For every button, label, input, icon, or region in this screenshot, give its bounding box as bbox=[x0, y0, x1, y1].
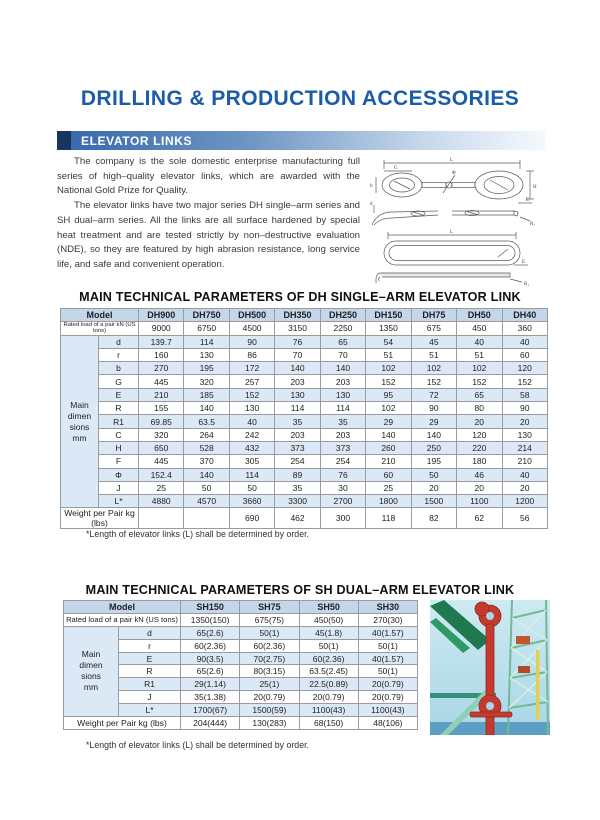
value-cell: 180 bbox=[457, 455, 502, 468]
rated-load-label-cell: Rated load of a pair kN (US tons) bbox=[64, 613, 181, 626]
value-cell: 130 bbox=[275, 388, 320, 401]
value-cell: 1350 bbox=[366, 322, 411, 335]
param-name-cell: L* bbox=[119, 704, 181, 717]
value-cell: 9000 bbox=[139, 322, 184, 335]
value-cell: 20(0.79) bbox=[358, 691, 417, 704]
value-cell: 35 bbox=[275, 415, 320, 428]
param-row bbox=[61, 348, 548, 361]
value-cell: 690 bbox=[229, 508, 274, 529]
dh-parameters-table bbox=[60, 308, 548, 529]
value-cell: 48(106) bbox=[358, 717, 417, 730]
value-cell: 20(0.79) bbox=[240, 691, 299, 704]
value-cell: 40(1.57) bbox=[358, 626, 417, 639]
param-row bbox=[61, 455, 548, 468]
value-cell: 50(1) bbox=[240, 626, 299, 639]
value-cell: 65 bbox=[320, 335, 365, 348]
model-cell: SH50 bbox=[299, 601, 358, 614]
value-cell: 130 bbox=[229, 402, 274, 415]
param-name-cell: b bbox=[99, 362, 139, 375]
value-cell: 29 bbox=[366, 415, 411, 428]
value-cell: 90 bbox=[229, 335, 274, 348]
value-cell: 20 bbox=[457, 481, 502, 494]
value-cell: 40 bbox=[457, 335, 502, 348]
value-cell: 320 bbox=[184, 375, 229, 388]
param-name-cell: r bbox=[99, 348, 139, 361]
param-name-cell: R1 bbox=[119, 678, 181, 691]
group-label-cell: Main dimen sions mm bbox=[64, 626, 119, 716]
value-cell: 300 bbox=[320, 508, 365, 529]
param-name-cell: J bbox=[119, 691, 181, 704]
value-cell: 210 bbox=[502, 455, 548, 468]
value-cell: 4570 bbox=[184, 495, 229, 508]
value-cell: 114 bbox=[275, 402, 320, 415]
value-cell: 102 bbox=[366, 402, 411, 415]
value-cell: 1200 bbox=[502, 495, 548, 508]
value-cell: 203 bbox=[275, 375, 320, 388]
technical-drawing bbox=[360, 155, 548, 287]
value-cell: 58 bbox=[502, 388, 548, 401]
value-cell: 76 bbox=[275, 335, 320, 348]
value-cell: 50 bbox=[411, 468, 456, 481]
value-cell: 675(75) bbox=[240, 613, 299, 626]
param-name-cell: E bbox=[99, 388, 139, 401]
value-cell: 185 bbox=[184, 388, 229, 401]
value-cell: 1100(43) bbox=[358, 704, 417, 717]
intro-paragraph-1: The company is the sole domestic enterprise manufacturing full series of high–quality elevator links, which are awarded with the National Gold Prize for Quality. bbox=[57, 156, 360, 197]
value-cell: 203 bbox=[275, 428, 320, 441]
value-cell: 29 bbox=[411, 415, 456, 428]
model-cell: DH900 bbox=[139, 309, 184, 322]
value-cell: 2250 bbox=[320, 322, 365, 335]
rig-photo bbox=[430, 600, 550, 735]
value-cell: 1100(43) bbox=[299, 704, 358, 717]
value-cell: 305 bbox=[229, 455, 274, 468]
rated-load-label-cell: Rated load of a pair kN (US tons) bbox=[61, 322, 139, 335]
param-row bbox=[61, 335, 548, 348]
value-cell: 140 bbox=[184, 402, 229, 415]
value-cell: 373 bbox=[275, 441, 320, 454]
group-label-cell: Main dimen sions mm bbox=[61, 335, 99, 508]
model-cell: SH75 bbox=[240, 601, 299, 614]
value-cell: 140 bbox=[366, 428, 411, 441]
value-cell: 68(150) bbox=[299, 717, 358, 730]
value-cell: 80(3.15) bbox=[240, 665, 299, 678]
svg-text:L: L bbox=[450, 230, 454, 235]
section-title: ELEVATOR LINKS bbox=[81, 133, 193, 148]
value-cell: 360 bbox=[502, 322, 548, 335]
rated-load-row bbox=[64, 613, 418, 626]
value-cell: 260 bbox=[366, 441, 411, 454]
weight-label-cell: Weight per Pair kg (lbs) bbox=[61, 508, 139, 529]
value-cell: 70 bbox=[275, 348, 320, 361]
value-cell: 3150 bbox=[275, 322, 320, 335]
model-cell: DH50 bbox=[457, 309, 502, 322]
value-cell: 45 bbox=[411, 335, 456, 348]
param-name-cell: Φ bbox=[99, 468, 139, 481]
dh-table-footnote: *Length of elevator links (L) shall be determined by order. bbox=[86, 529, 309, 539]
value-cell: 65 bbox=[457, 388, 502, 401]
value-cell: 140 bbox=[411, 428, 456, 441]
model-header-row bbox=[61, 309, 548, 322]
value-cell: 210 bbox=[366, 455, 411, 468]
weight-label-cell: Weight per Pair kg (lbs) bbox=[64, 717, 181, 730]
value-cell: 3300 bbox=[275, 495, 320, 508]
param-row bbox=[61, 468, 548, 481]
value-cell: 160 bbox=[139, 348, 184, 361]
model-label-cell: Model bbox=[61, 309, 139, 322]
value-cell: 270(30) bbox=[358, 613, 417, 626]
param-name-cell: L* bbox=[99, 495, 139, 508]
value-cell: 50(1) bbox=[299, 639, 358, 652]
param-row bbox=[64, 626, 418, 639]
value-cell: 20 bbox=[457, 415, 502, 428]
param-name-cell: G bbox=[99, 375, 139, 388]
value-cell: 1350(150) bbox=[181, 613, 240, 626]
value-cell: 445 bbox=[139, 455, 184, 468]
value-cell: 254 bbox=[275, 455, 320, 468]
intro-section bbox=[57, 155, 548, 287]
model-cell: DH40 bbox=[502, 309, 548, 322]
rig-photo-image bbox=[430, 600, 550, 735]
weight-row bbox=[64, 717, 418, 730]
value-cell: 63.5(2.45) bbox=[299, 665, 358, 678]
param-name-cell: R bbox=[99, 402, 139, 415]
value-cell: 60 bbox=[502, 348, 548, 361]
param-row bbox=[61, 388, 548, 401]
value-cell: 462 bbox=[275, 508, 320, 529]
value-cell: 445 bbox=[139, 375, 184, 388]
param-name-cell: F bbox=[99, 455, 139, 468]
value-cell: 40 bbox=[502, 335, 548, 348]
value-cell: 4500 bbox=[229, 322, 274, 335]
value-cell: 250 bbox=[411, 441, 456, 454]
value-cell: 102 bbox=[411, 362, 456, 375]
value-cell: 139.7 bbox=[139, 335, 184, 348]
value-cell: 63.5 bbox=[184, 415, 229, 428]
model-cell: DH500 bbox=[229, 309, 274, 322]
elevator-link-diagram bbox=[360, 155, 548, 287]
value-cell: 3660 bbox=[229, 495, 274, 508]
value-cell: 1500(59) bbox=[240, 704, 299, 717]
value-cell: 6750 bbox=[184, 322, 229, 335]
value-cell: 130 bbox=[502, 428, 548, 441]
svg-text:E: E bbox=[526, 198, 530, 203]
weight-row bbox=[61, 508, 548, 529]
value-cell: 40 bbox=[502, 468, 548, 481]
value-cell: 20(0.79) bbox=[299, 691, 358, 704]
param-row bbox=[61, 362, 548, 375]
param-row bbox=[61, 402, 548, 415]
value-cell: 114 bbox=[320, 402, 365, 415]
svg-text:Φ: Φ bbox=[452, 171, 456, 176]
value-cell: 130(283) bbox=[240, 717, 299, 730]
value-cell: 65(2.6) bbox=[181, 665, 240, 678]
value-cell: 65(2.6) bbox=[181, 626, 240, 639]
value-cell: 89 bbox=[275, 468, 320, 481]
svg-text:H: H bbox=[533, 185, 537, 190]
value-cell: 90(3.5) bbox=[181, 652, 240, 665]
value-cell: 204(444) bbox=[181, 717, 240, 730]
value-cell: 203 bbox=[320, 428, 365, 441]
value-cell: 450 bbox=[457, 322, 502, 335]
value-cell: 50 bbox=[184, 481, 229, 494]
sh-parameters-table bbox=[63, 600, 418, 730]
value-cell: 80 bbox=[457, 402, 502, 415]
value-cell: 130 bbox=[320, 388, 365, 401]
value-cell: 528 bbox=[184, 441, 229, 454]
dh-table-title: MAIN TECHNICAL PARAMETERS OF DH SINGLE–ARM ELEVATOR LINK bbox=[79, 290, 521, 304]
value-cell: 450(50) bbox=[299, 613, 358, 626]
value-cell: 373 bbox=[320, 441, 365, 454]
value-cell: 195 bbox=[184, 362, 229, 375]
value-cell: 432 bbox=[229, 441, 274, 454]
value-cell: 40(1.57) bbox=[358, 652, 417, 665]
value-cell: 20 bbox=[411, 481, 456, 494]
value-cell: 30 bbox=[320, 481, 365, 494]
value-cell: 50(1) bbox=[358, 665, 417, 678]
value-cell: 50(1) bbox=[358, 639, 417, 652]
value-cell: 650 bbox=[139, 441, 184, 454]
value-cell: 45(1.8) bbox=[299, 626, 358, 639]
value-cell: 82 bbox=[411, 508, 456, 529]
value-cell: 254 bbox=[320, 455, 365, 468]
value-cell: 120 bbox=[457, 428, 502, 441]
model-cell: DH150 bbox=[366, 309, 411, 322]
value-cell: 20(0.79) bbox=[358, 678, 417, 691]
model-label-cell: Model bbox=[64, 601, 181, 614]
value-cell: 152 bbox=[411, 375, 456, 388]
param-name-cell: R1 bbox=[99, 415, 139, 428]
section-header-bar bbox=[71, 131, 545, 150]
value-cell: 120 bbox=[502, 362, 548, 375]
value-cell: 214 bbox=[502, 441, 548, 454]
value-cell: 35 bbox=[320, 415, 365, 428]
sh-table-title: MAIN TECHNICAL PARAMETERS OF SH DUAL–ARM ELEVATOR LINK bbox=[85, 583, 515, 597]
value-cell: 118 bbox=[366, 508, 411, 529]
model-cell: DH350 bbox=[275, 309, 320, 322]
param-row bbox=[61, 375, 548, 388]
value-cell: 264 bbox=[184, 428, 229, 441]
model-cell: DH750 bbox=[184, 309, 229, 322]
section-header bbox=[57, 131, 545, 150]
param-name-cell: H bbox=[99, 441, 139, 454]
svg-text:G: G bbox=[394, 166, 398, 171]
model-cell: DH75 bbox=[411, 309, 456, 322]
value-cell: 114 bbox=[229, 468, 274, 481]
value-cell: 20 bbox=[502, 415, 548, 428]
value-cell: 195 bbox=[411, 455, 456, 468]
value-cell: 4880 bbox=[139, 495, 184, 508]
value-cell: 35 bbox=[275, 481, 320, 494]
svg-text:L: L bbox=[450, 158, 454, 163]
param-name-cell: r bbox=[119, 639, 181, 652]
value-cell: 95 bbox=[366, 388, 411, 401]
param-name-cell: d bbox=[119, 626, 181, 639]
model-header-row bbox=[64, 601, 418, 614]
page-title: DRILLING & PRODUCTION ACCESSORIES bbox=[80, 87, 520, 110]
value-cell: 1700(67) bbox=[181, 704, 240, 717]
value-cell: 140 bbox=[320, 362, 365, 375]
param-row bbox=[61, 441, 548, 454]
value-cell: 210 bbox=[139, 388, 184, 401]
value-cell: 56 bbox=[502, 508, 548, 529]
value-cell: 60(2.36) bbox=[299, 652, 358, 665]
value-cell: 90 bbox=[411, 402, 456, 415]
value-cell: 46 bbox=[457, 468, 502, 481]
model-cell: DH250 bbox=[320, 309, 365, 322]
value-cell: 25 bbox=[139, 481, 184, 494]
value-cell: 172 bbox=[229, 362, 274, 375]
model-cell: SH30 bbox=[358, 601, 417, 614]
param-name-cell: R bbox=[119, 665, 181, 678]
value-cell: 25 bbox=[366, 481, 411, 494]
value-cell: 60(2.36) bbox=[240, 639, 299, 652]
value-cell: 242 bbox=[229, 428, 274, 441]
value-cell: 102 bbox=[366, 362, 411, 375]
value-cell: 60(2.36) bbox=[181, 639, 240, 652]
value-cell: 130 bbox=[184, 348, 229, 361]
svg-text:R₁: R₁ bbox=[524, 282, 530, 287]
value-cell: 22.5(0.89) bbox=[299, 678, 358, 691]
value-cell bbox=[184, 508, 229, 529]
value-cell: 50 bbox=[229, 481, 274, 494]
value-cell: 270 bbox=[139, 362, 184, 375]
param-row bbox=[61, 481, 548, 494]
value-cell: 40 bbox=[229, 415, 274, 428]
value-cell: 152 bbox=[502, 375, 548, 388]
value-cell: 25(1) bbox=[240, 678, 299, 691]
param-row bbox=[61, 495, 548, 508]
value-cell: 203 bbox=[320, 375, 365, 388]
value-cell: 152 bbox=[366, 375, 411, 388]
value-cell: 60 bbox=[366, 468, 411, 481]
value-cell: 257 bbox=[229, 375, 274, 388]
value-cell: 20 bbox=[502, 481, 548, 494]
value-cell: 152 bbox=[457, 375, 502, 388]
value-cell: 51 bbox=[411, 348, 456, 361]
value-cell: 90 bbox=[502, 402, 548, 415]
rated-load-row bbox=[61, 322, 548, 335]
value-cell: 1100 bbox=[457, 495, 502, 508]
param-name-cell: E bbox=[119, 652, 181, 665]
param-name-cell: J bbox=[99, 481, 139, 494]
intro-paragraph-2: The elevator links have two major series DH single–arm series and SH dual–arm series. All the links are all surface hardened by special heat treatment and are tested strictly by non–destructive evaluation (NDE), so they are featured by high abrasion resistance, long service life, and safe and convenient operation. bbox=[57, 200, 360, 270]
value-cell: 220 bbox=[457, 441, 502, 454]
value-cell: 51 bbox=[457, 348, 502, 361]
value-cell bbox=[139, 508, 184, 529]
value-cell: 76 bbox=[320, 468, 365, 481]
value-cell: 69.85 bbox=[139, 415, 184, 428]
value-cell: 72 bbox=[411, 388, 456, 401]
value-cell: 114 bbox=[184, 335, 229, 348]
model-cell: SH150 bbox=[181, 601, 240, 614]
value-cell: 102 bbox=[457, 362, 502, 375]
sh-table-footnote: *Length of elevator links (L) shall be determined by order. bbox=[86, 740, 309, 750]
value-cell: 51 bbox=[366, 348, 411, 361]
param-row bbox=[61, 415, 548, 428]
param-name-cell: d bbox=[99, 335, 139, 348]
value-cell: 140 bbox=[275, 362, 320, 375]
value-cell: 35(1.38) bbox=[181, 691, 240, 704]
value-cell: 140 bbox=[184, 468, 229, 481]
value-cell: 29(1.14) bbox=[181, 678, 240, 691]
value-cell: 320 bbox=[139, 428, 184, 441]
svg-text:d: d bbox=[370, 202, 373, 207]
value-cell: 675 bbox=[411, 322, 456, 335]
svg-text:E: E bbox=[522, 260, 526, 265]
value-cell: 370 bbox=[184, 455, 229, 468]
svg-text:b: b bbox=[370, 184, 373, 189]
value-cell: 86 bbox=[229, 348, 274, 361]
value-cell: 54 bbox=[366, 335, 411, 348]
value-cell: 70(2.75) bbox=[240, 652, 299, 665]
param-name-cell: C bbox=[99, 428, 139, 441]
value-cell: 2700 bbox=[320, 495, 365, 508]
section-header-accent-block bbox=[57, 131, 71, 150]
value-cell: 1800 bbox=[366, 495, 411, 508]
svg-text:R₁: R₁ bbox=[530, 222, 536, 227]
value-cell: 1500 bbox=[411, 495, 456, 508]
value-cell: 155 bbox=[139, 402, 184, 415]
value-cell: 70 bbox=[320, 348, 365, 361]
intro-text bbox=[57, 155, 360, 287]
value-cell: 152 bbox=[229, 388, 274, 401]
param-row bbox=[61, 428, 548, 441]
value-cell: 62 bbox=[457, 508, 502, 529]
value-cell: 152.4 bbox=[139, 468, 184, 481]
